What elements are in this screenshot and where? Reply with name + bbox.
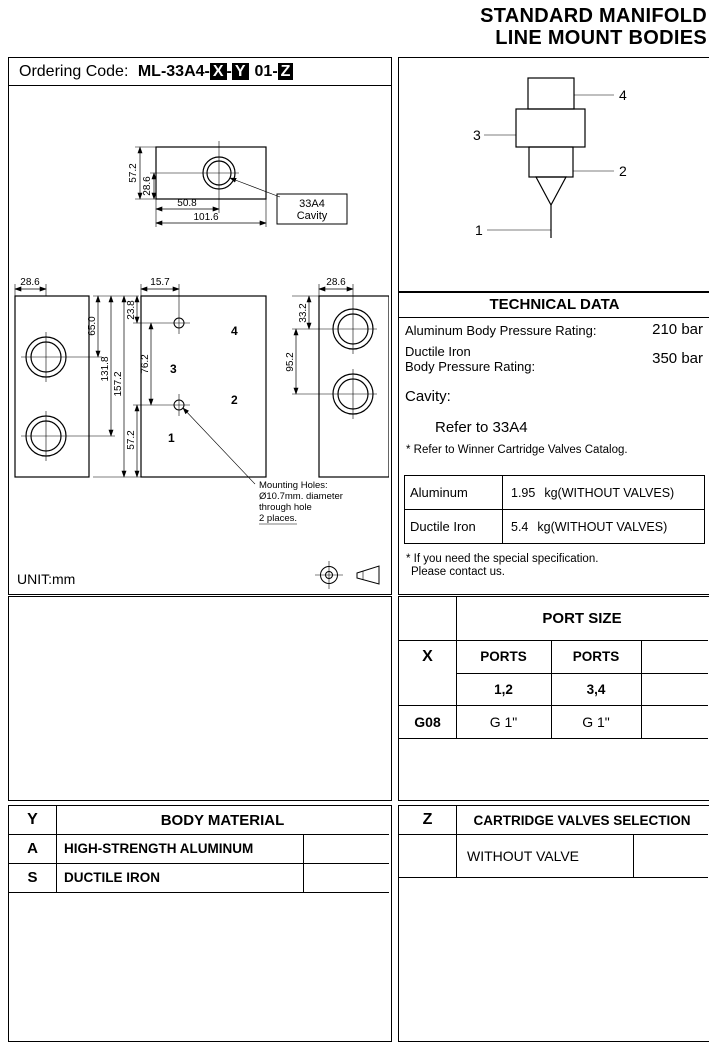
cartridge-schematic <box>399 58 708 289</box>
cartridge-key: Z <box>422 811 433 828</box>
ordering-code-prefix: ML-33A4- <box>137 63 210 80</box>
schematic-port-3: 3 <box>473 127 481 143</box>
body-material-panel <box>8 805 392 1042</box>
cavity-label: Cavity: <box>405 388 451 405</box>
front-view-drawing <box>133 277 266 477</box>
weight-row-aluminum <box>405 476 704 510</box>
dim-hole2-bottom: 57.2 <box>126 430 137 450</box>
body-material-row-label-s: DUCTILE IRON <box>64 870 160 885</box>
port-size-row-key: G08 <box>414 713 441 730</box>
grid-line <box>303 834 304 892</box>
page-title <box>480 5 707 49</box>
dim-right-port-spacing: 95.2 <box>285 352 296 372</box>
schematic-panel <box>398 57 709 292</box>
dim-right-view-port-x: 28.6 <box>326 277 346 288</box>
left-view-drawing <box>15 277 89 477</box>
cavity-callout-line2: Cavity <box>296 210 328 222</box>
body-material-row-label-a: HIGH-STRENGTH ALUMINUM <box>64 841 254 856</box>
page-title-line1: STANDARD MANIFOLD <box>480 5 707 27</box>
ordering-code-separator: - <box>226 63 232 80</box>
port-number-2: 2 <box>231 393 238 407</box>
cavity-callout-line1: 33A4 <box>299 198 325 210</box>
technical-data-header: TECHNICAL DATA <box>399 293 709 318</box>
weight-table <box>404 475 705 544</box>
dim-left-port1-y: 65.0 <box>87 316 98 336</box>
ordering-code-mid: 01- <box>254 63 278 80</box>
port-size-value-1: G 1" <box>489 713 518 730</box>
cavity-value: Refer to 33A4 <box>435 419 528 436</box>
body-material-row-key-a: A <box>27 840 38 857</box>
weight-number: 1.95 <box>511 485 536 500</box>
schematic-port-leaders <box>484 95 614 230</box>
ports-col2-numbers: 3,4 <box>586 681 606 697</box>
weight-number: 5.4 <box>511 519 529 534</box>
dim-left-port2-y: 131.8 <box>100 356 111 382</box>
body-material-row-key-s: S <box>27 869 38 886</box>
manifold-drawing <box>9 86 389 592</box>
ports-col2-label: PORTS <box>572 649 620 664</box>
port-number-3: 3 <box>170 362 177 376</box>
ordering-code-x: X <box>210 63 227 80</box>
port-number-1: 1 <box>168 431 175 445</box>
body-material-key: Y <box>27 811 38 828</box>
ports-col1-numbers: 1,2 <box>494 681 513 697</box>
iron-rating-value: 350 bar <box>652 350 703 367</box>
dim-hole-spacing: 76.2 <box>140 354 151 374</box>
schematic-port-1: 1 <box>475 222 483 238</box>
special-note-line1: * If you need the special specification. <box>406 553 599 565</box>
weight-unit: kg(WITHOUT VALVES) <box>544 485 675 500</box>
cartridge-row-label: WITHOUT VALVE <box>467 847 580 864</box>
technical-data-panel <box>398 292 709 595</box>
vertical-dimensions-right <box>285 296 319 394</box>
grid-line <box>399 877 708 878</box>
projection-symbol <box>315 561 379 589</box>
grid-line <box>9 892 389 893</box>
dim-hole1-y: 23.8 <box>126 300 137 320</box>
dim-body-height: 157.2 <box>113 371 124 397</box>
cartridge-header: CARTRIDGE VALVES SELECTION <box>473 812 691 828</box>
ordering-code-box <box>8 57 392 88</box>
iron-rating-label <box>405 344 535 374</box>
weight-value-iron <box>503 510 704 543</box>
weight-value-aluminum <box>503 476 704 509</box>
mounting-note-line3: through hole <box>259 502 312 513</box>
empty-panel <box>8 596 392 801</box>
mounting-note-line2: Ø10.7mm. diameter <box>259 491 343 502</box>
dim-top-view-port-x: 50.8 <box>177 198 197 209</box>
grid-line <box>641 640 642 738</box>
dim-top-view-width: 101.6 <box>193 212 219 223</box>
cartridge-selection-panel <box>398 805 709 1042</box>
special-note <box>406 553 598 579</box>
page-title-line2: LINE MOUNT BODIES <box>495 27 707 49</box>
iron-rating-label-line2: Body Pressure Rating: <box>405 359 536 374</box>
cartridge-outline <box>516 78 585 238</box>
dim-top-view-center: 28.6 <box>142 176 153 196</box>
drawing-panel <box>8 85 392 595</box>
unit-label: UNIT:mm <box>17 571 76 587</box>
grid-line <box>399 738 708 739</box>
special-note-line2: Please contact us. <box>411 566 505 578</box>
weight-material-aluminum: Aluminum <box>405 476 503 509</box>
aluminum-rating-label: Aluminum Body Pressure Rating: <box>405 323 597 338</box>
catalog-note: * Refer to Winner Cartridge Valves Catalog. <box>406 444 628 456</box>
ordering-code-label: Ordering Code: <box>19 63 129 80</box>
ordering-code-z: Z <box>278 63 294 80</box>
mounting-note-line4: 2 places. <box>259 513 298 524</box>
body-material-header: BODY MATERIAL <box>160 811 285 829</box>
port-size-header: PORT SIZE <box>542 610 622 627</box>
dim-right-port1-y: 33.2 <box>298 303 309 323</box>
weight-row-iron <box>405 510 704 543</box>
aluminum-rating-value: 210 bar <box>652 321 703 338</box>
top-view-drawing <box>128 141 347 227</box>
port-size-panel <box>398 596 709 801</box>
grid-line <box>633 834 634 877</box>
iron-rating-label-line1: Ductile Iron <box>405 344 471 359</box>
port-size-value-2: G 1" <box>582 713 610 730</box>
mounting-note-line1: Mounting Holes: <box>259 480 328 491</box>
ports-col1-label: PORTS <box>480 649 527 664</box>
schematic-port-2: 2 <box>619 163 627 179</box>
weight-material-iron: Ductile Iron <box>405 510 503 543</box>
port-number-4: 4 <box>231 324 238 338</box>
weight-unit: kg(WITHOUT VALVES) <box>537 519 668 534</box>
dim-top-view-height: 57.2 <box>128 163 139 183</box>
dim-left-view-port-x: 28.6 <box>20 277 40 288</box>
ordering-code-y: Y <box>232 63 249 80</box>
dim-mid-view-hole-x: 15.7 <box>150 277 170 288</box>
schematic-port-4: 4 <box>619 87 627 103</box>
port-size-x-key: X <box>422 647 433 665</box>
